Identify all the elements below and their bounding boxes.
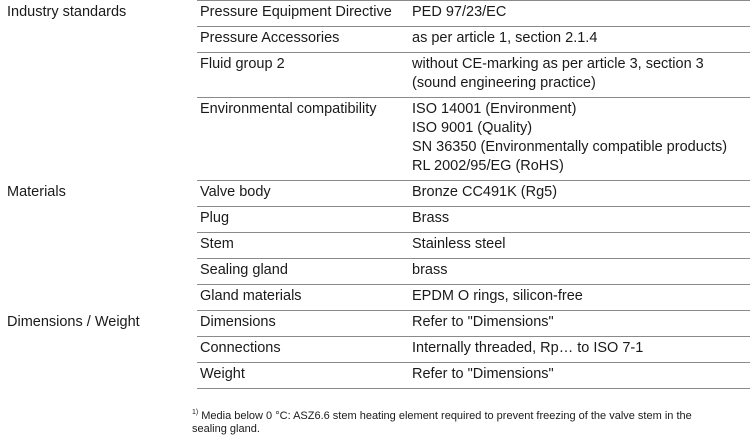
value-line: Refer to "Dimensions"	[412, 314, 554, 330]
value-line: ISO 9001 (Quality)	[412, 120, 533, 136]
value-line: Bronze CC491K (Rg5)	[412, 184, 558, 200]
property-label: Plug	[197, 207, 398, 233]
property-value	[398, 337, 750, 363]
property-value	[398, 27, 750, 53]
spec-row	[0, 1, 750, 27]
value-line: brass	[412, 262, 448, 278]
property-value	[398, 1, 750, 27]
property-label: Stem	[197, 233, 398, 259]
property-label: Dimensions	[197, 311, 398, 337]
value-line: SN 36350 (Environmentally compatible products)	[412, 139, 728, 155]
property-value	[398, 259, 750, 285]
property-label: Pressure Accessories	[197, 27, 398, 53]
category-industry-standards: Industry standards	[7, 3, 127, 20]
property-value	[398, 233, 750, 259]
property-label: Gland materials	[197, 285, 398, 311]
property-label: Connections	[197, 337, 398, 363]
spec-row	[0, 311, 750, 337]
spec-row	[0, 181, 750, 207]
value-line: Brass	[412, 210, 450, 226]
property-label: Sealing gland	[197, 259, 398, 285]
property-value	[398, 207, 750, 233]
footnote	[192, 410, 742, 436]
value-line: Internally threaded, Rp… to ISO 7-1	[412, 340, 644, 356]
footnote-marker: 1)	[192, 409, 199, 417]
property-label: Pressure Equipment Directive	[197, 1, 398, 27]
property-value	[398, 98, 750, 181]
value-line: EPDM O rings, silicon-free	[412, 288, 583, 304]
property-value	[398, 311, 750, 337]
property-label: Fluid group 2	[197, 53, 398, 98]
value-line: Refer to "Dimensions"	[412, 366, 554, 382]
value-line: Stainless steel	[412, 236, 506, 252]
value-line: ISO 14001 (Environment)	[412, 101, 577, 117]
footnote-line: sealing gland.	[192, 423, 260, 435]
value-line: without CE-marking as per article 3, section 3	[412, 56, 704, 72]
property-value	[398, 285, 750, 311]
property-value	[398, 53, 750, 98]
footnote-line: Media below 0 °C: ASZ6.6 stem heating element required to prevent freezing of the valve stem in the	[201, 410, 692, 422]
value-line: as per article 1, section 2.1.4	[412, 30, 598, 46]
property-label: Weight	[197, 363, 398, 389]
property-label: Environmental compatibility	[197, 98, 398, 181]
property-value	[398, 363, 750, 389]
category-materials: Materials	[7, 183, 66, 200]
value-line: PED 97/23/EC	[412, 4, 507, 20]
property-value	[398, 181, 750, 207]
value-line: (sound engineering practice)	[412, 75, 596, 91]
value-line: RL 2002/95/EG (RoHS)	[412, 158, 564, 174]
category-dimensions-weight: Dimensions / Weight	[7, 313, 140, 330]
property-label: Valve body	[197, 181, 398, 207]
